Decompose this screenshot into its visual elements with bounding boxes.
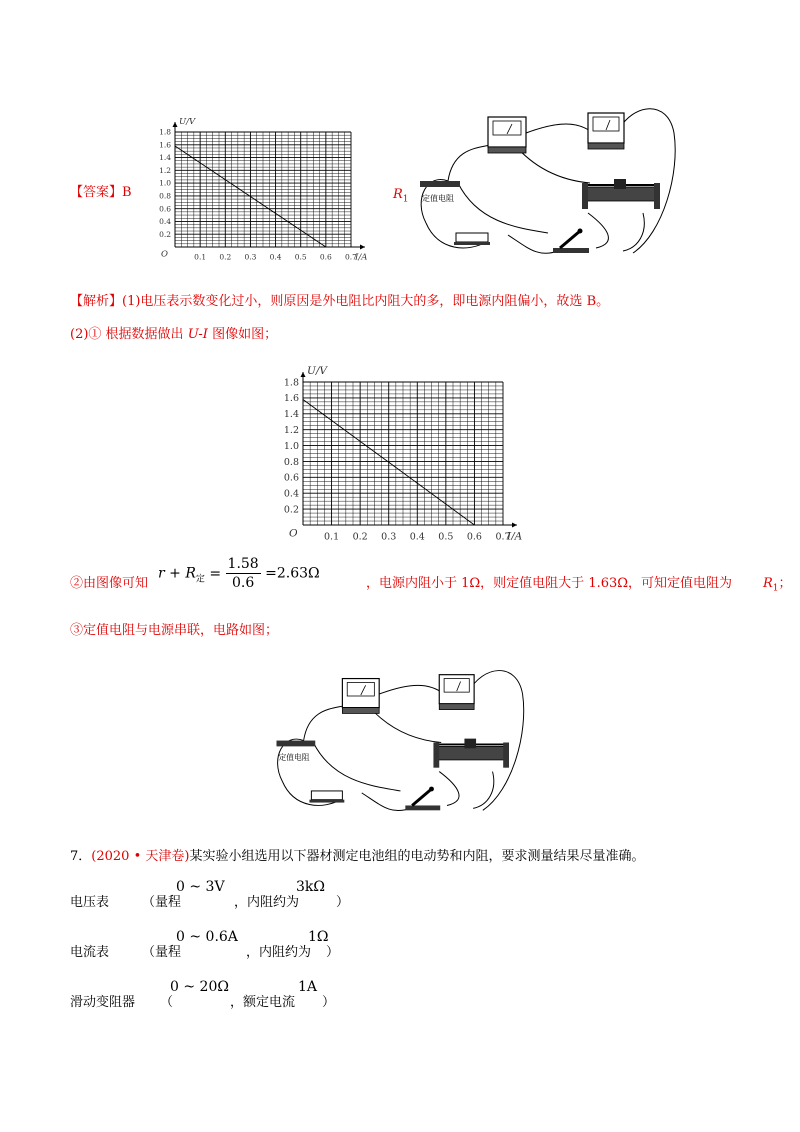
x-axis-arrow — [512, 523, 517, 528]
analysis-line-4: ③定值电阻与电源串联，电路如图； — [70, 623, 279, 638]
x-tick-label: 0.1 — [194, 252, 207, 262]
y-tick-label: 1.8 — [283, 377, 299, 389]
y-tick-label: 0.4 — [283, 488, 299, 500]
circuit-diagram-1 — [418, 103, 678, 263]
y-tick-label: 1.4 — [283, 409, 299, 421]
y-tick-label: 0.6 — [159, 204, 171, 214]
wire — [458, 183, 548, 233]
x-tick-label: 0.3 — [244, 252, 257, 262]
voltmeter-dial — [493, 121, 521, 135]
x-tick-label: 0.6 — [319, 252, 332, 262]
wire — [362, 793, 410, 811]
y-axis-arrow — [301, 372, 306, 377]
wire — [379, 685, 444, 694]
switch-icon — [412, 789, 431, 805]
wire — [588, 213, 608, 248]
grid — [303, 382, 503, 525]
battery-icon — [311, 791, 342, 800]
analysis-line-2: (2)① 根据数据做出 U-I 图像如图； — [70, 327, 278, 342]
circuit-diagram-2 — [268, 665, 533, 820]
battery-base — [454, 242, 490, 245]
y-tick-label: 0.2 — [159, 229, 171, 239]
ammeter-dial — [444, 679, 469, 693]
rheostat-leg — [503, 743, 509, 768]
analysis-line-1: 【解析】(1)电压表示数变化过小，则原因是外电阻比内阻大的多，即电源内阻偏小，故选 B。 — [70, 294, 610, 309]
x-axis-label: I/A — [507, 530, 523, 540]
resistor-icon — [277, 741, 316, 747]
switch-knob — [578, 229, 583, 234]
wire — [508, 235, 558, 253]
switch-base — [553, 248, 589, 253]
answer-value: B — [122, 185, 132, 200]
origin-label: O — [161, 249, 168, 260]
wire — [439, 772, 459, 806]
wire — [526, 124, 593, 133]
x-tick-label: 0.5 — [438, 531, 454, 540]
x-tick-label: 0.7 — [345, 252, 357, 262]
resistor-icon — [420, 181, 460, 187]
voltmeter-base — [488, 147, 526, 153]
x-tick-label: 0.1 — [324, 531, 340, 540]
ammeter-base — [588, 143, 624, 149]
formula: $r + R_定$ = $\frac{1.58}{0.6}$ =2.63Ω — [158, 556, 320, 591]
switch-knob — [429, 787, 434, 792]
y-tick-label: 1.0 — [283, 440, 299, 452]
wire — [623, 213, 644, 251]
voltmeter-dial — [347, 682, 374, 696]
rheostat-icon — [437, 746, 505, 760]
r1-label: $R_1$ — [393, 187, 409, 205]
rheostat-leg — [654, 183, 660, 209]
x-tick-label: 0.4 — [409, 531, 425, 540]
rheostat-slider — [464, 739, 476, 749]
battery-icon — [456, 233, 488, 242]
rheostat-leg — [433, 743, 439, 768]
ui-graph-2 — [263, 365, 538, 540]
x-tick-label: 0.2 — [219, 252, 232, 262]
wire — [618, 109, 675, 253]
question-7-title: 7．(2020 • 天津卷)某实验小组选用以下器材测定电池组的电动势和内阻，要求测量结果尽量准确。 — [70, 849, 645, 864]
rheostat-slider — [614, 179, 626, 189]
battery-base — [309, 800, 344, 803]
wire — [473, 772, 494, 809]
y-tick-label: 0.8 — [283, 456, 299, 468]
x-tick-label: 0.4 — [269, 252, 282, 262]
answer-tag: 【答案】 — [70, 185, 123, 200]
y-tick-label: 1.6 — [283, 393, 299, 405]
y-tick-label: 0.2 — [283, 504, 299, 516]
voltmeter-base — [342, 708, 379, 714]
wire — [313, 743, 400, 791]
y-axis-label: U/V — [307, 365, 327, 377]
y-tick-label: 1.6 — [159, 140, 171, 150]
y-axis-arrow — [173, 122, 178, 127]
y-tick-label: 0.6 — [283, 472, 299, 484]
x-tick-label: 0.5 — [294, 252, 307, 262]
x-axis-label: I/A — [355, 252, 368, 263]
switch-base — [405, 805, 440, 810]
y-tick-label: 0.4 — [159, 217, 171, 227]
y-tick-label: 1.4 — [159, 153, 171, 163]
resistor-label: 定值电阻 — [422, 194, 454, 203]
analysis-tag: 【解析】 — [70, 294, 123, 309]
y-tick-label: 1.2 — [159, 165, 171, 175]
y-tick-label: 1.2 — [283, 424, 299, 436]
wire — [468, 671, 523, 811]
ui-graph-1 — [145, 110, 370, 268]
origin-label: O — [289, 527, 298, 540]
y-tick-label: 0.8 — [159, 191, 171, 201]
x-tick-label: 0.3 — [381, 531, 397, 540]
ammeter-dial — [593, 117, 619, 131]
x-axis-arrow — [360, 245, 365, 250]
x-tick-label: 0.2 — [352, 531, 368, 540]
answer-line — [70, 184, 132, 202]
y-axis-label: U/V — [179, 117, 196, 127]
y-tick-label: 1.0 — [159, 178, 171, 188]
y-tick-label: 1.8 — [159, 127, 171, 137]
x-tick-label: 0.6 — [466, 531, 482, 540]
grid — [175, 132, 351, 247]
rheostat-leg — [582, 183, 588, 209]
resistor-label: 定值电阻 — [278, 752, 310, 762]
ammeter-base — [439, 704, 474, 710]
switch-icon — [560, 231, 580, 248]
x-tick-label: 0.7 — [495, 531, 511, 540]
rheostat-icon — [586, 187, 656, 201]
